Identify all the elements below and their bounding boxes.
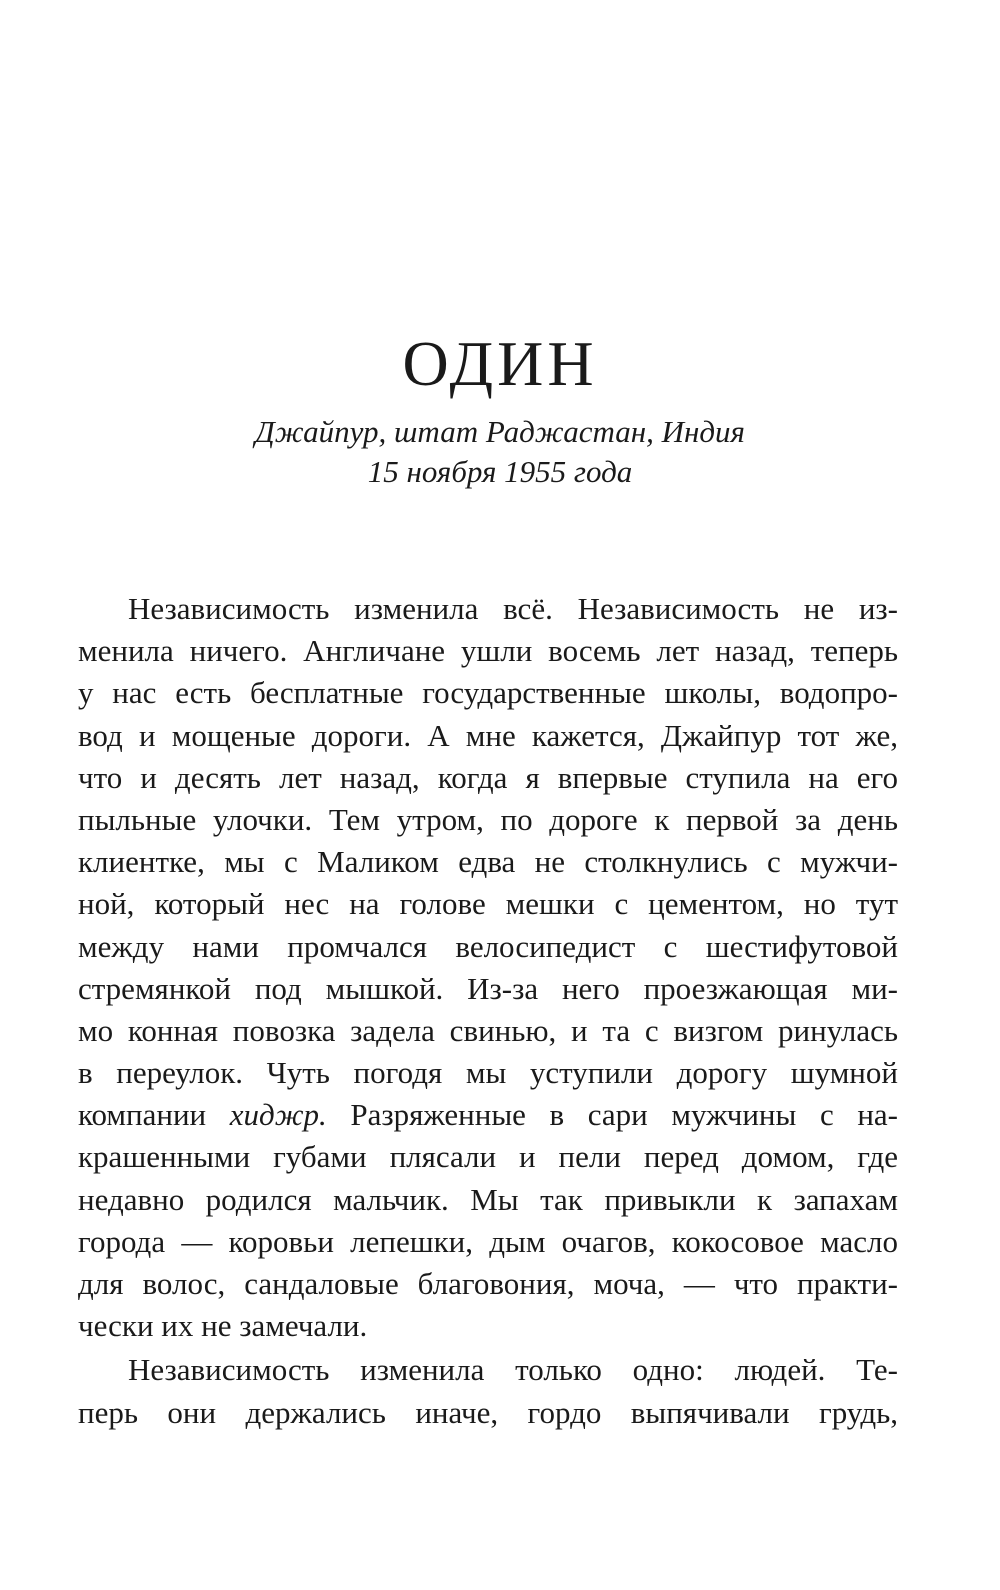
- text-line: между нами промчался велосипедист с шестифутовой: [78, 928, 898, 964]
- text-line: мо конная повозка задела свинью, и та с визгом ринулась: [78, 1012, 898, 1048]
- text-line: ной, который нес на голове мешки с цементом, но тут: [78, 886, 898, 922]
- text-line: Независимость изменила всё. Независимость не из-: [128, 591, 898, 626]
- text-line: что и десять лет назад, когда я впервые ступила на его: [78, 759, 898, 795]
- text-line: недавно родился мальчик. Мы так привыкли к запахам: [78, 1181, 898, 1217]
- text-line: чески их не замечали.: [78, 1308, 368, 1344]
- text-line: для волос, сандаловые благовония, моча, — что практи-: [78, 1266, 898, 1301]
- chapter-place: Джайпур, штат Раджастан, Индия: [255, 414, 745, 449]
- text-line-with-italic: [78, 1094, 898, 1136]
- text-line: менила ничего. Англичане ушли восемь лет назад, теперь: [78, 633, 898, 669]
- chapter-body: [78, 588, 898, 1434]
- chapter-title: ОДИН: [402, 328, 598, 399]
- text-segment: компании: [78, 1097, 230, 1133]
- text-line: в переулок. Чуть погодя мы уступили дорогу шумной: [78, 1055, 898, 1091]
- text-line: у нас есть бесплатные государственные школы, водопро-: [78, 675, 898, 711]
- text-line: стремянкой под мышкой. Из-за него проезжающая ми-: [78, 970, 898, 1006]
- text-line: перь они держались иначе, гордо выпячивали грудь,: [78, 1394, 898, 1430]
- text-line: крашенными губами плясали и пели перед домом, где: [78, 1139, 898, 1175]
- text-segment: Разряженные в сари мужчины с на-: [326, 1097, 898, 1133]
- paragraph-1: [78, 588, 898, 1347]
- chapter-date: 15 ноября 1955 года: [367, 454, 633, 489]
- text-line: вод и мощеные дороги. А мне кажется, Джайпур тот же,: [78, 717, 898, 753]
- text-line: города — коровьи лепешки, дым очагов, кокосовое масло: [78, 1223, 898, 1259]
- italic-term: хиджр.: [229, 1097, 327, 1133]
- text-line: Независимость изменила только одно: людей. Те-: [128, 1352, 898, 1388]
- paragraph-2: [78, 1349, 898, 1433]
- text-line: пыльные улочки. Тем утром, по дороге к первой за день: [78, 801, 898, 837]
- text-line: клиентке, мы с Маликом едва не столкнулись с мужчи-: [78, 844, 898, 880]
